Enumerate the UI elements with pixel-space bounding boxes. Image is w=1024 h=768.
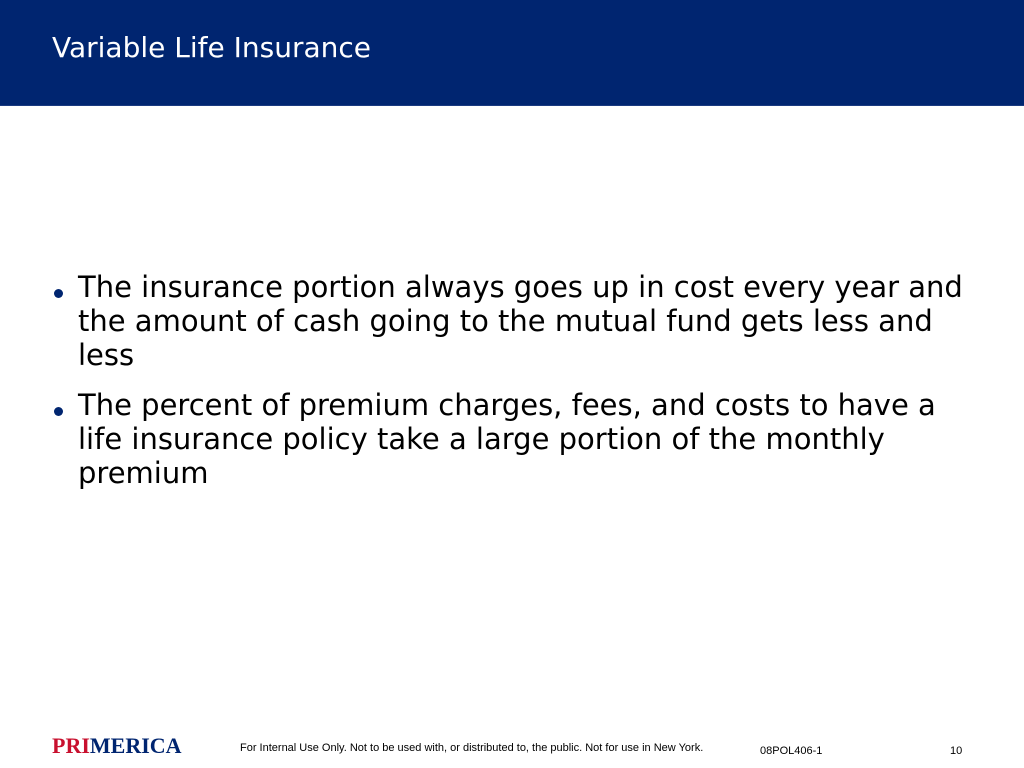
footer-disclaimer: For Internal Use Only. Not to be used with, or distributed to, the public. Not for use in New York. xyxy=(240,742,704,754)
logo-pri-text: PRI xyxy=(52,733,90,758)
primerica-logo xyxy=(52,734,182,758)
bullet-dot-icon xyxy=(54,407,63,416)
bullet-item xyxy=(54,270,984,372)
title-bar xyxy=(0,0,1024,106)
bullet-item xyxy=(54,388,984,490)
bullet-dot-icon xyxy=(54,289,63,298)
page-number: 10 xyxy=(950,745,963,757)
bullet-text: The insurance portion always goes up in cost every year and the amount of cash going to the mutual fund gets less and less xyxy=(78,270,963,372)
bullet-text: The percent of premium charges, fees, and costs to have a life insurance policy take a large portion of the monthly premium xyxy=(78,388,936,490)
logo-merica-text: MERICA xyxy=(89,733,182,758)
document-code: 08POL406-1 xyxy=(760,745,823,757)
bullet-list xyxy=(54,270,984,506)
slide-title: Variable Life Insurance xyxy=(52,31,372,64)
